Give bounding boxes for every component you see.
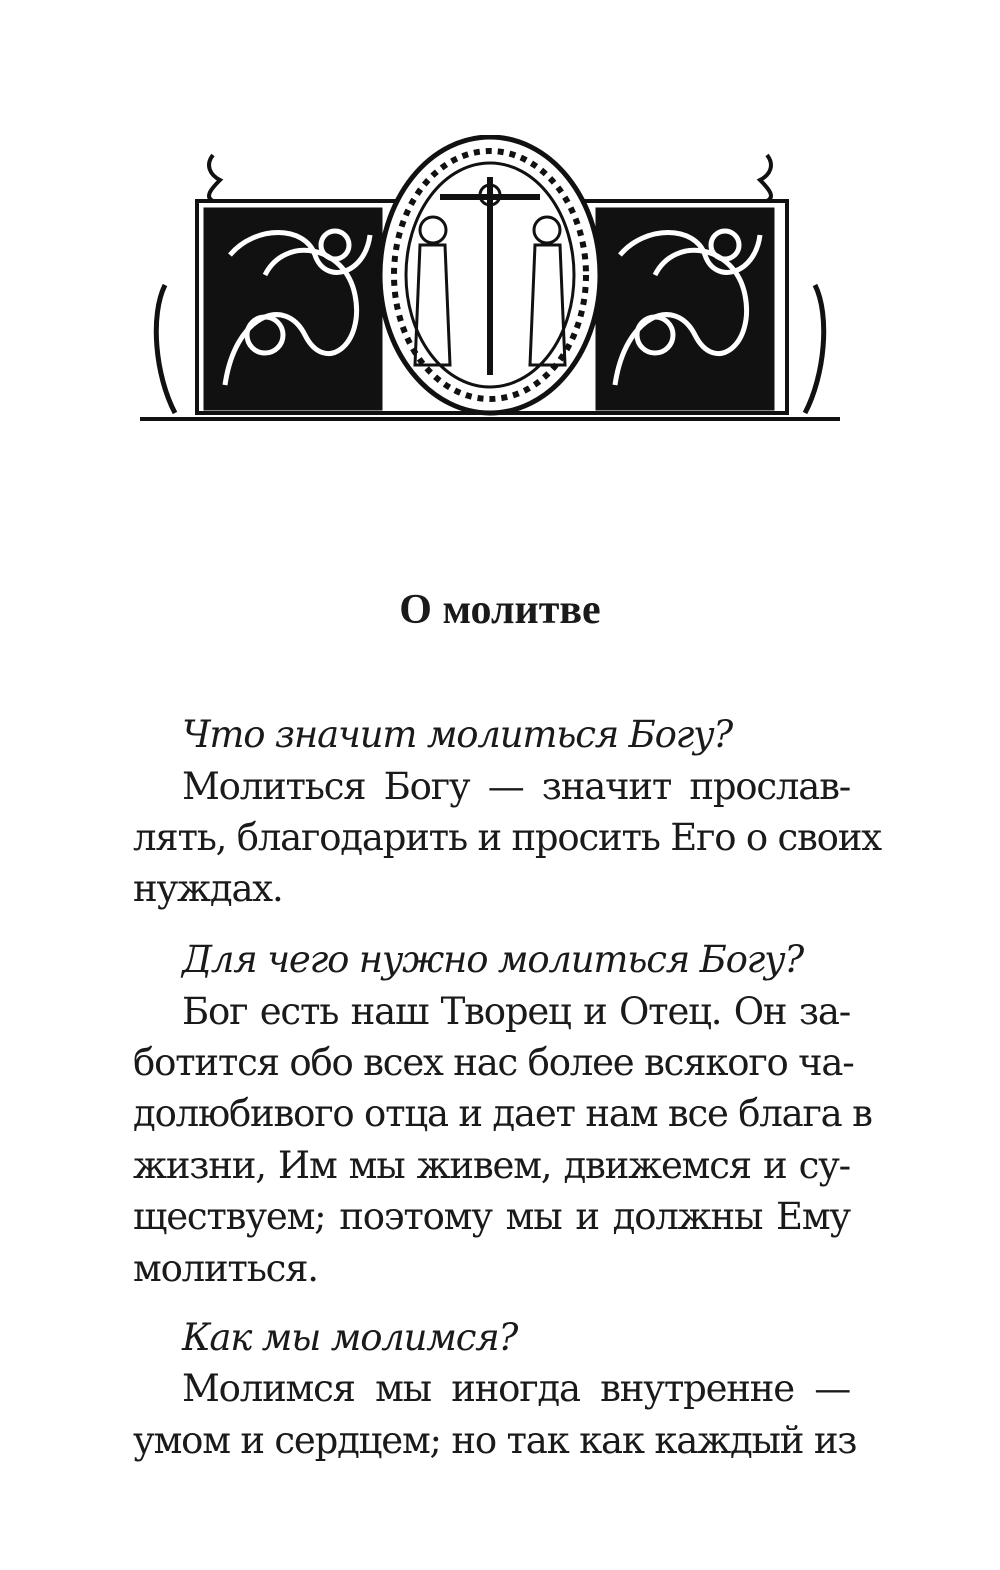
page-title: О молитве [399,587,601,633]
answer-line: Бог есть наш Творец и Отец. Он за- [182,990,850,1033]
answer-line: молиться. [133,1247,318,1290]
answer-line: долюбивого отца и дает нам все блага в [133,1092,872,1135]
answer-line: ществуем; поэтому мы и должны Ему [133,1195,850,1238]
question-text: Что значит молиться Богу? [182,713,733,756]
question-text: Как мы молимся? [182,1316,518,1359]
answer-line: Молимся мы иногда внутренне — [182,1367,850,1410]
answer-line: жизни, Им мы живем, движемся и су- [133,1144,850,1187]
question-text: Для чего нужно молиться Богу? [182,938,804,981]
answer-line: умом и сердцем; но так как каждый из [133,1419,857,1462]
answer-line: нуждах. [133,867,283,910]
answer-line: лять, благодарить и просить Его о своих [133,816,881,859]
answer-line: Молиться Богу — значит прослав- [182,765,850,808]
answer-line: ботится обо всех нас более всякого ча- [133,1041,854,1084]
crucifixion-ornament-illustration [135,135,845,430]
